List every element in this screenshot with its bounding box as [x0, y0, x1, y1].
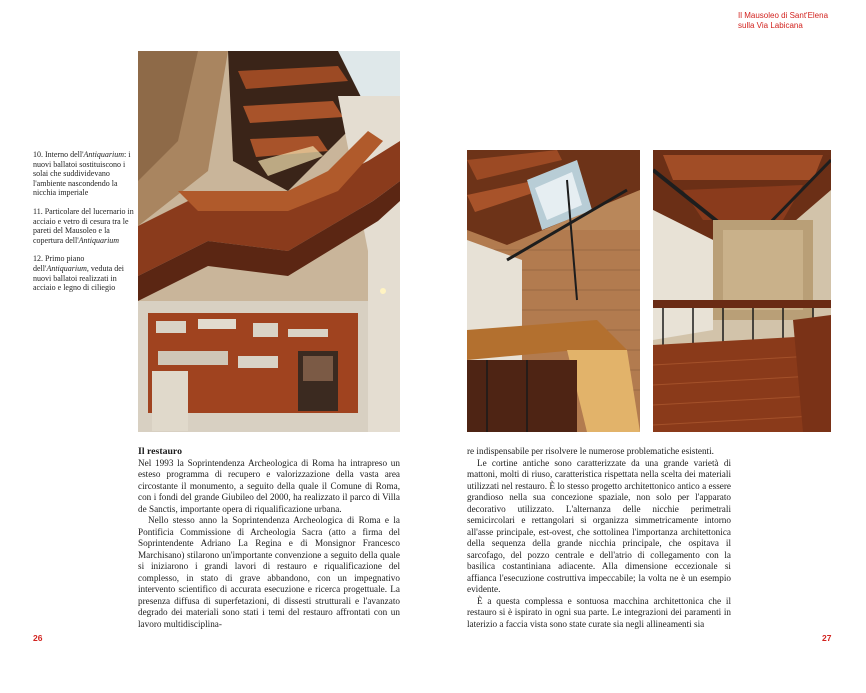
caption-italic: Antiquarium [83, 150, 124, 159]
photo-gallery-view [653, 150, 831, 432]
paragraph: re indispensabile per risolvere le numerose problematiche esistenti. [467, 446, 714, 456]
caption-12 [33, 254, 138, 292]
caption-text: Primo piano dell' [33, 254, 85, 273]
paragraph: Nello stesso anno la Soprintendenza Archeologica di Roma e la Pontificia Commissione di Archeologia Sacra (atto a firma del Soprintendente Adriano La Regina e di Monsignor Francesco Marchisano) stilarono un'importante convenzione a seguito della quale si iniziarono i grandi lavori di restauro e riqualificazione del complesso, in stato di grave abbandono, con un impegnativo intervento scientifico di accurata esecuzione e ricerca progettuale. La presenza diffusa di superfetazioni, di dissesti strutturali e l'avanzato degrado dei materiali sono stati i temi del restauro affrontati con un lavoro multidisciplina- [138, 515, 400, 629]
caption-italic: Antiquarium [46, 263, 87, 273]
article-column-left [138, 446, 400, 630]
section-title: Il restauro [138, 446, 182, 457]
caption-11 [33, 207, 138, 245]
caption-italic: Antiquarium [78, 235, 120, 245]
page-number-right: 27 [822, 633, 832, 643]
photo-antiquarium-interior [138, 51, 400, 432]
paragraph: Nel 1993 la Soprintendenza Archeologica di Roma ha intrapreso un esteso programma di recupero e valorizzazione della vasta area circostante il monumento, a seguito della quale il Comune di Roma, con i fondi del grande Giubileo del 2000, ha realizzato il parco di Villa de Sanctis, importante opera di riqualificazione urbana. [138, 457, 400, 514]
caption-number: 11. [33, 206, 43, 216]
running-head-line2: sulla Via Labicana [738, 20, 803, 30]
paragraph: Le cortine antiche sono caratterizzate da una grande varietà di mattoni, molti di riuso, caratteristica rispettata nella scelta dei materiali utilizzati nel restauro. È lo stesso progetto architettonico antico a essere grandioso nella sua concezione spaziale, non solo per l'apparato decorativo utilizzato. L'alternanza delle nicchie perimetrali semicircolari e rettangolari si organizza simmetricamente intorno all'asse principale, est-ovest, che sottolinea l'importanza architettonica della sequenza della grande nicchia principale, che ospitava il sarcofago, del pozzo centrale e dell'atrio di collegamento con la basilica costantiniana adiacente. Alla dimensione eccezionale si affianca l'esecuzione costruttiva impeccabile; la volta ne è un esempio evidente. [467, 457, 731, 594]
caption-text: : i nuovi ballatoi sostituiscono i solai che suddividevano l'ambiente nascondendo la nicchia imperiale [33, 150, 131, 198]
photo-captions [33, 150, 138, 302]
article-column-right [467, 446, 731, 630]
running-head [738, 11, 858, 30]
caption-text: , veduta dei nuovi ballatoi realizzati in acciaio e legno di ciliegio [33, 263, 124, 293]
caption-number: 12. [33, 254, 43, 264]
caption-text: Interno dell' [43, 150, 84, 159]
paragraph: È a questa complessa e sontuosa macchina architettonica che il restauro si è ispirato in ogni sua parte. Le integrazioni dei paramenti in laterizio a faccia vista sono state curate sia negli allineamenti sia [467, 595, 731, 629]
running-head-line1: Il Mausoleo di Sant'Elena [738, 11, 829, 20]
caption-number: 10. [33, 150, 43, 159]
caption-10 [33, 150, 138, 198]
photo-skylight-detail [467, 150, 640, 432]
caption-text: Particolare del lucernario in acciaio e vetro di cesura tra le pareti del Mausoleo e la copertura dell' [33, 206, 134, 245]
page-number-left: 26 [33, 633, 43, 643]
